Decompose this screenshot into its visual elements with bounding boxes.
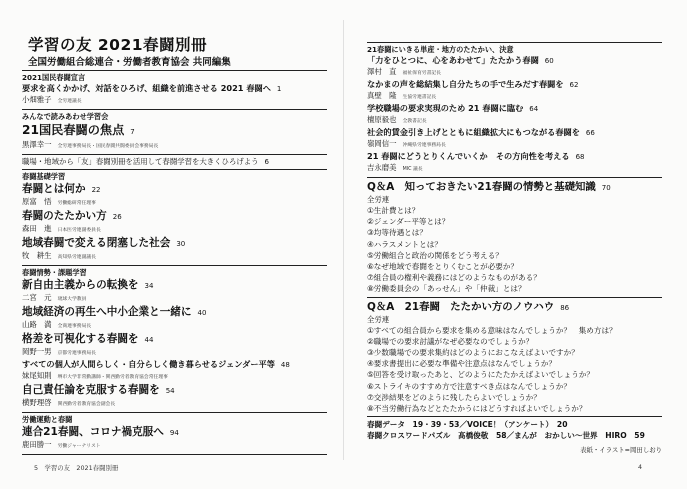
qa-question: ⑦交渉結果をどのように残したらよいでしょうか？ <box>367 392 541 402</box>
author-affiliation: 琉球大学教員 <box>57 297 87 302</box>
footer-page-number: 4 <box>638 463 643 471</box>
author-name: 黒澤幸一 <box>22 140 52 149</box>
author-name: 澤村 直 <box>367 67 397 76</box>
qa-question: ⑥ストライキのすすめ方で注意すべき点はなんでしょうか？ <box>367 381 571 391</box>
entry-title <box>22 157 327 167</box>
entry-page-number: 54 <box>165 387 175 395</box>
entry-page-number: 22 <box>91 186 101 194</box>
entry-page-number: 66 <box>585 129 595 137</box>
entry-page-number: 48 <box>280 361 290 369</box>
section-rule <box>22 109 327 110</box>
entry-title-text: 春闘のたたかい方 <box>22 210 107 222</box>
footer-left: 5 学習の友 2021春闘別冊 <box>34 464 119 472</box>
qa-heading-text: Q＆A 21春闘 たたかい方のノウハウ <box>367 300 555 313</box>
toc-section <box>367 45 662 175</box>
qa-question: ④ハラスメントとは？ <box>367 239 442 249</box>
author-name: 檀原毅也 <box>367 115 397 124</box>
section-rule <box>22 265 327 266</box>
entry-author <box>22 320 327 332</box>
section-rule <box>367 177 662 178</box>
qa-question: ⑤労働組合と政治の関係をどう考える？ <box>367 250 503 260</box>
author-affiliation: 沖縄県労連事務局長 <box>402 143 446 148</box>
qa-question: ⑧不当労働行為などとたたかうにはどうすればよいでしょうか？ <box>367 404 587 414</box>
entry-page-number: 40 <box>197 309 207 317</box>
author-name: 原富 悟 <box>22 197 52 206</box>
entry-author <box>367 163 662 175</box>
qa-heading <box>367 300 662 315</box>
section-rule <box>22 154 327 155</box>
entry-author <box>22 251 327 263</box>
entry-title-text: 格差を可視化する春闘を <box>22 333 139 345</box>
entry-title <box>22 236 327 251</box>
section-rule <box>22 169 327 170</box>
entry-author <box>22 371 327 383</box>
author-affiliation: 全教書記長 <box>402 119 427 124</box>
entry-title-text: すべての個人が人間らしく・自分らしく働き暮らせるジェンダー平等 <box>22 359 275 369</box>
entry-page-number: 30 <box>176 240 186 248</box>
entry-page-number: 60 <box>544 57 554 65</box>
entry-title <box>22 278 327 293</box>
qa-question: ⑤回答を受け取ったあと、どのようにたたかえばよいでしょうか？ <box>367 370 595 380</box>
author-name: 二宮 元 <box>22 293 52 302</box>
entry-title <box>22 425 327 440</box>
qa-page-number: 86 <box>560 303 570 312</box>
entry-author <box>367 91 662 103</box>
entry-title-text: 学校職場の要求実現のため 21 春闘に臨む <box>367 103 524 113</box>
section-rule <box>22 70 327 71</box>
author-affiliation: 全労連議長 <box>57 99 82 104</box>
entry-author <box>367 67 662 79</box>
toc-section <box>22 112 327 152</box>
entry-title <box>367 103 662 115</box>
qa-question: ⑧労働委員会の「あっせん」や「仲裁」とは？ <box>367 284 526 294</box>
section-rule <box>367 416 662 417</box>
section-heading: 21春闘にいきる単産・地方のたたかい、決意 <box>367 45 514 54</box>
entry-title-text: 地域春闘で変える閉塞した社会 <box>22 237 171 249</box>
author-affiliation: 京都労連事務局長 <box>57 351 96 356</box>
toc-section <box>22 172 327 263</box>
entry-author <box>22 347 327 359</box>
qa-question: ②職場での要求討議がなぜ必要なのでしょうか？ <box>367 336 534 346</box>
section-heading: 春闘基礎学習 <box>22 172 66 181</box>
author-affiliation: 生協労連書記長 <box>402 95 437 100</box>
entry-page-number: 34 <box>144 282 154 290</box>
section-rule <box>22 454 327 455</box>
entry-page-number: 64 <box>529 105 539 113</box>
author-affiliation: 労働ジャーナリスト <box>57 444 101 449</box>
entry-author <box>22 293 327 305</box>
entry-title-text: 21 春闘にどうとりくんでいくか その方向性を考える <box>367 151 570 161</box>
section-heading: みんなで読みあわせ学習会 <box>22 112 109 121</box>
author-affiliation: 福祉保育労書記長 <box>402 71 441 76</box>
toc-section <box>22 268 327 410</box>
qa-question: ④要求書提出に必要な準備や注意点はなんでしょうか？ <box>367 359 557 369</box>
section-rule <box>367 297 662 298</box>
entry-title-text: 社会的賃金引き上げとともに組織拡大にもつながる春闘を <box>367 127 580 137</box>
entry-title-text: 自己責任論を克服する春闘を <box>22 384 160 396</box>
extra-entry: 春闘データ 19・39・53／VOICE！（アンケート） 20 <box>367 420 568 430</box>
author-name: 真壁 隆 <box>367 91 397 100</box>
section-rule <box>367 42 662 43</box>
entry-author <box>22 224 327 236</box>
qa-section <box>367 300 662 415</box>
section-heading: 労働運動と春闘 <box>22 415 73 424</box>
toc-section <box>22 73 327 107</box>
author-affiliation: 全労連事務局長・国民春闘共闘委員会事務局長 <box>57 144 159 149</box>
qa-question: ③少数職場での要求集約はどのようにおこなえばよいですか？ <box>367 348 579 358</box>
qa-question: ③均等待遇とは？ <box>367 228 427 238</box>
author-name: 横野理啓 <box>22 398 52 407</box>
page-divider <box>343 20 344 460</box>
qa-question: ①生計費とは？ <box>367 206 420 215</box>
entry-title-text: 連合21春闘、コロナ禍克服へ <box>22 426 164 438</box>
entry-title <box>367 79 662 91</box>
author-name: 森田 進 <box>22 224 52 233</box>
entry-title-text: なかまの声を総結集し自分たちの手で生みだす春闘を <box>367 79 564 89</box>
qa-author: 全労連 <box>367 195 390 204</box>
section-heading: 春闘情勢・課題学習 <box>22 268 87 277</box>
entry-title-text: 地域経済の再生へ中小企業と一緒に <box>22 306 192 318</box>
entry-title <box>22 305 327 320</box>
extra-entry: 春闘クロスワードパズル 髙橋俊敬 58／まんが おかしい～世界 HIRO 59 <box>367 431 645 441</box>
entry-author <box>22 95 327 107</box>
page-subtitle: 全国労働組合総連合・労働者教育協会 共同編集 <box>28 57 231 68</box>
entry-title <box>22 83 327 95</box>
extras-section <box>367 419 662 454</box>
entry-title <box>22 122 327 140</box>
entry-page-number: 6 <box>264 158 269 166</box>
entry-author <box>22 140 327 152</box>
entry-title <box>22 209 327 224</box>
section-rule <box>22 412 327 413</box>
entry-title <box>367 127 662 139</box>
author-name: 吉永磨美 <box>367 163 397 172</box>
entry-title-text: 職場・地域から「友」春闘別冊を活用して春闘学習を大きくひろげよう <box>22 157 259 166</box>
entry-title <box>22 383 327 398</box>
entry-title-text: 春闘とは何か <box>22 183 86 195</box>
page-title: 学習の友 2021春闘別冊 <box>28 36 208 54</box>
author-name: 山路 満 <box>22 320 52 329</box>
qa-question: ②ジェンダー平等とは？ <box>367 217 450 227</box>
author-affiliation: 労働総研常任理事 <box>57 201 96 206</box>
qa-author: 全労連 <box>367 314 390 324</box>
entry-author <box>367 139 662 151</box>
toc-section <box>22 415 327 452</box>
entry-author <box>22 398 327 410</box>
entry-title <box>22 332 327 347</box>
entry-author <box>22 197 327 209</box>
entry-title-text: 21国民春闘の焦点 <box>22 123 125 137</box>
illustration-credit: 表紙・イラスト=岡田しおり <box>580 446 662 455</box>
entry-page-number: 26 <box>112 213 122 221</box>
qa-section <box>367 180 662 295</box>
entry-page-number: 68 <box>575 153 585 161</box>
qa-question: ⑦組合員の権利や義務にはどのようなものがある？ <box>367 273 541 283</box>
entry-page-number: 7 <box>130 128 135 136</box>
entry-title <box>22 182 327 197</box>
author-name: 嶺岡信一 <box>367 139 397 148</box>
entry-author <box>367 115 662 127</box>
entry-title <box>367 55 662 67</box>
entry-page-number: 94 <box>169 429 179 437</box>
author-name: 岡野一男 <box>22 347 52 356</box>
entry-title-text: 新自由主義からの転換を <box>22 279 139 291</box>
author-affiliation: 関西勤労者教育協会副会長 <box>57 402 116 407</box>
author-name: 小畑雅子 <box>22 95 52 104</box>
entry-title <box>22 359 327 371</box>
toc-section <box>22 157 327 167</box>
entry-page-number: 62 <box>569 81 579 89</box>
entry-title-text: 要求を高くかかげ、対話をひろげ、組織を前進させる 2021 春闘へ <box>22 83 271 93</box>
section-heading: 2021国民春闘宣言 <box>22 73 86 82</box>
qa-question: ⑥なぜ地域で春闘をとりくむことが必要か？ <box>367 262 519 272</box>
left-column <box>22 68 327 457</box>
qa-heading <box>367 180 662 195</box>
author-affiliation: 高知県労連副議長 <box>57 255 96 260</box>
right-column <box>367 40 662 454</box>
author-affiliation: 堺市大学非常勤講師・関西勤労者教育協会常任理事 <box>57 375 168 380</box>
qa-heading-text: Q＆A 知っておきたい21春闘の情勢と基礎知識 <box>367 181 596 193</box>
entry-page-number: 1 <box>276 85 282 93</box>
entry-title <box>367 151 662 163</box>
author-affiliation: 全商連事務局長 <box>57 324 92 329</box>
author-name: 牧 耕生 <box>22 251 52 260</box>
entry-title-text: 「力をひとつに、心をあわせて」たたかう春闘 <box>367 55 539 65</box>
author-affiliation: MIC 議長 <box>402 167 423 172</box>
author-affiliation: 日本医労連副委員長 <box>57 228 101 233</box>
entry-page-number: 44 <box>144 336 154 344</box>
qa-question: ①すべての組合員から要求を集める意味はなんでしょうか？ 集め方は？ <box>367 325 617 335</box>
qa-page-number: 70 <box>601 184 611 192</box>
author-name: 鹿田勝一 <box>22 440 52 449</box>
author-name: 妹尾知則 <box>22 371 52 380</box>
entry-author <box>22 440 327 452</box>
